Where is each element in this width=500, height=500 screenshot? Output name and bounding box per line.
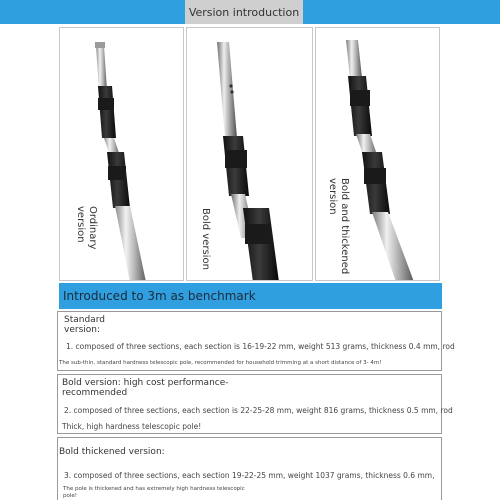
bold-spec: 2. composed of three sections, each section is 22-25-28 mm, weight 816 grams, thickness 0.5 mm, rod [64, 406, 453, 415]
standard-spec: 1. composed of three sections, each section is 16-19-22 mm, weight 513 grams, thickness 0.4 mm, rod [66, 342, 455, 351]
benchmark-banner: Introduced to 3m as benchmark [59, 283, 442, 309]
header-title: Version introduction [185, 0, 303, 24]
standard-title: Standard version: [64, 315, 105, 335]
panel-label-ordinary: Ordinary version [75, 206, 98, 250]
product-photo-bold [186, 27, 313, 281]
thickened-version-box [57, 437, 442, 500]
standard-note: The sub-thin, standard hardness telescopic pole, recommended for household trimming at a short distance of 3- 4m! [59, 360, 382, 366]
standard-version-box [57, 311, 455, 371]
panel-label-thickened: Bold and thickened version [327, 178, 350, 275]
bold-note: Thick, high hardness telescopic pole! [62, 422, 202, 431]
panel-label-bold: Bold version [200, 208, 211, 270]
thick-spec: 3. composed of three sections, each section 19-22-25 mm, weight 1037 grams, thickness 0.6 mm, [64, 471, 435, 480]
thick-note: The pole is thickened and has extremely high hardness telescopic pole! [63, 486, 245, 499]
thick-title: Bold thickened version: [59, 447, 165, 457]
bold-version-box [57, 374, 453, 434]
product-photo-ordinary [59, 27, 184, 281]
product-photo-thickened [315, 27, 440, 281]
bold-title: Bold version: high cost performance- recommended [62, 378, 229, 398]
